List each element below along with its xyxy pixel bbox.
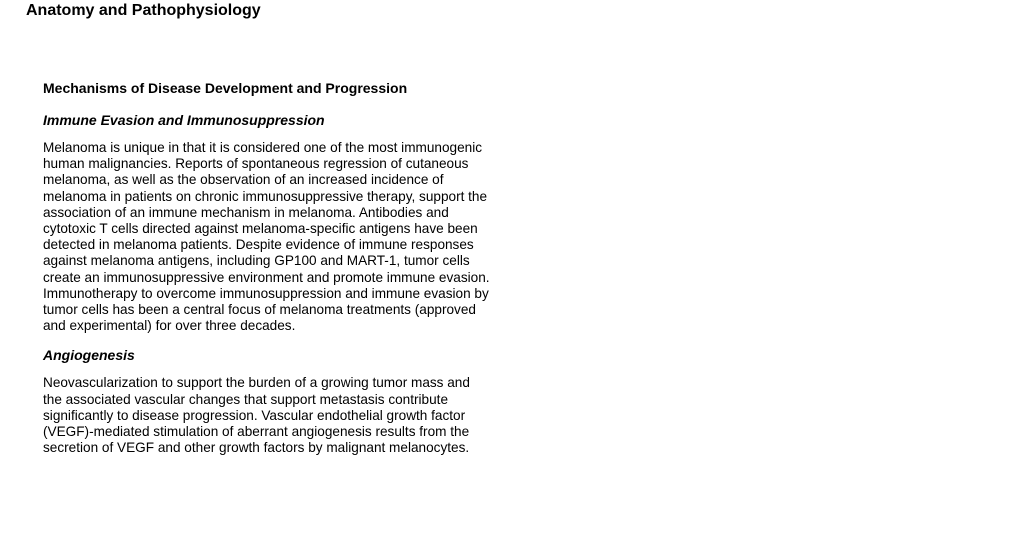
text-line: Neovascularization to support the burden of a growing tumor mass and bbox=[43, 375, 470, 391]
paragraph-angiogenesis bbox=[43, 375, 523, 456]
text-line: secretion of VEGF and other growth factors by malignant melanocytes. bbox=[43, 440, 470, 456]
page-title: Anatomy and Pathophysiology bbox=[26, 2, 261, 19]
text-line: melanoma, as well as the observation of an increased incidence of bbox=[43, 172, 444, 188]
text-line: cytotoxic T cells directed against melanoma-specific antigens have been bbox=[43, 221, 478, 237]
text-line: the associated vascular changes that support metastasis contribute bbox=[43, 391, 449, 407]
text-line: human malignancies. Reports of spontaneous regression of cutaneous bbox=[43, 156, 469, 172]
text-line: create an immunosuppressive environment and promote immune evasion. bbox=[43, 269, 490, 285]
text-line: detected in melanoma patients. Despite evidence of immune responses bbox=[43, 237, 474, 253]
article-content bbox=[43, 80, 523, 469]
text-line: against melanoma antigens, including GP100 and MART-1, tumor cells bbox=[43, 253, 470, 269]
text-line: and experimental) for over three decades. bbox=[43, 318, 296, 334]
text-line: melanoma in patients on chronic immunosuppressive therapy, support the bbox=[43, 188, 488, 204]
text-line: Immunotherapy to overcome immunosuppression and immune evasion by bbox=[43, 285, 489, 301]
subsection-title-immune-evasion: Immune Evasion and Immunosuppression bbox=[43, 112, 325, 128]
text-line: Melanoma is unique in that it is considered one of the most immunogenic bbox=[43, 140, 483, 155]
text-line: significantly to disease progression. Vascular endothelial growth factor bbox=[43, 407, 466, 423]
text-line: association of an immune mechanism in melanoma. Antibodies and bbox=[43, 204, 449, 220]
text-line: tumor cells has been a central focus of melanoma treatments (approved bbox=[43, 302, 476, 318]
text-line: (VEGF)-mediated stimulation of aberrant angiogenesis results from the bbox=[43, 424, 470, 440]
paragraph-immune-evasion bbox=[43, 140, 523, 334]
section-title: Mechanisms of Disease Development and Progression bbox=[43, 80, 408, 96]
subsection-title-angiogenesis: Angiogenesis bbox=[43, 347, 135, 364]
